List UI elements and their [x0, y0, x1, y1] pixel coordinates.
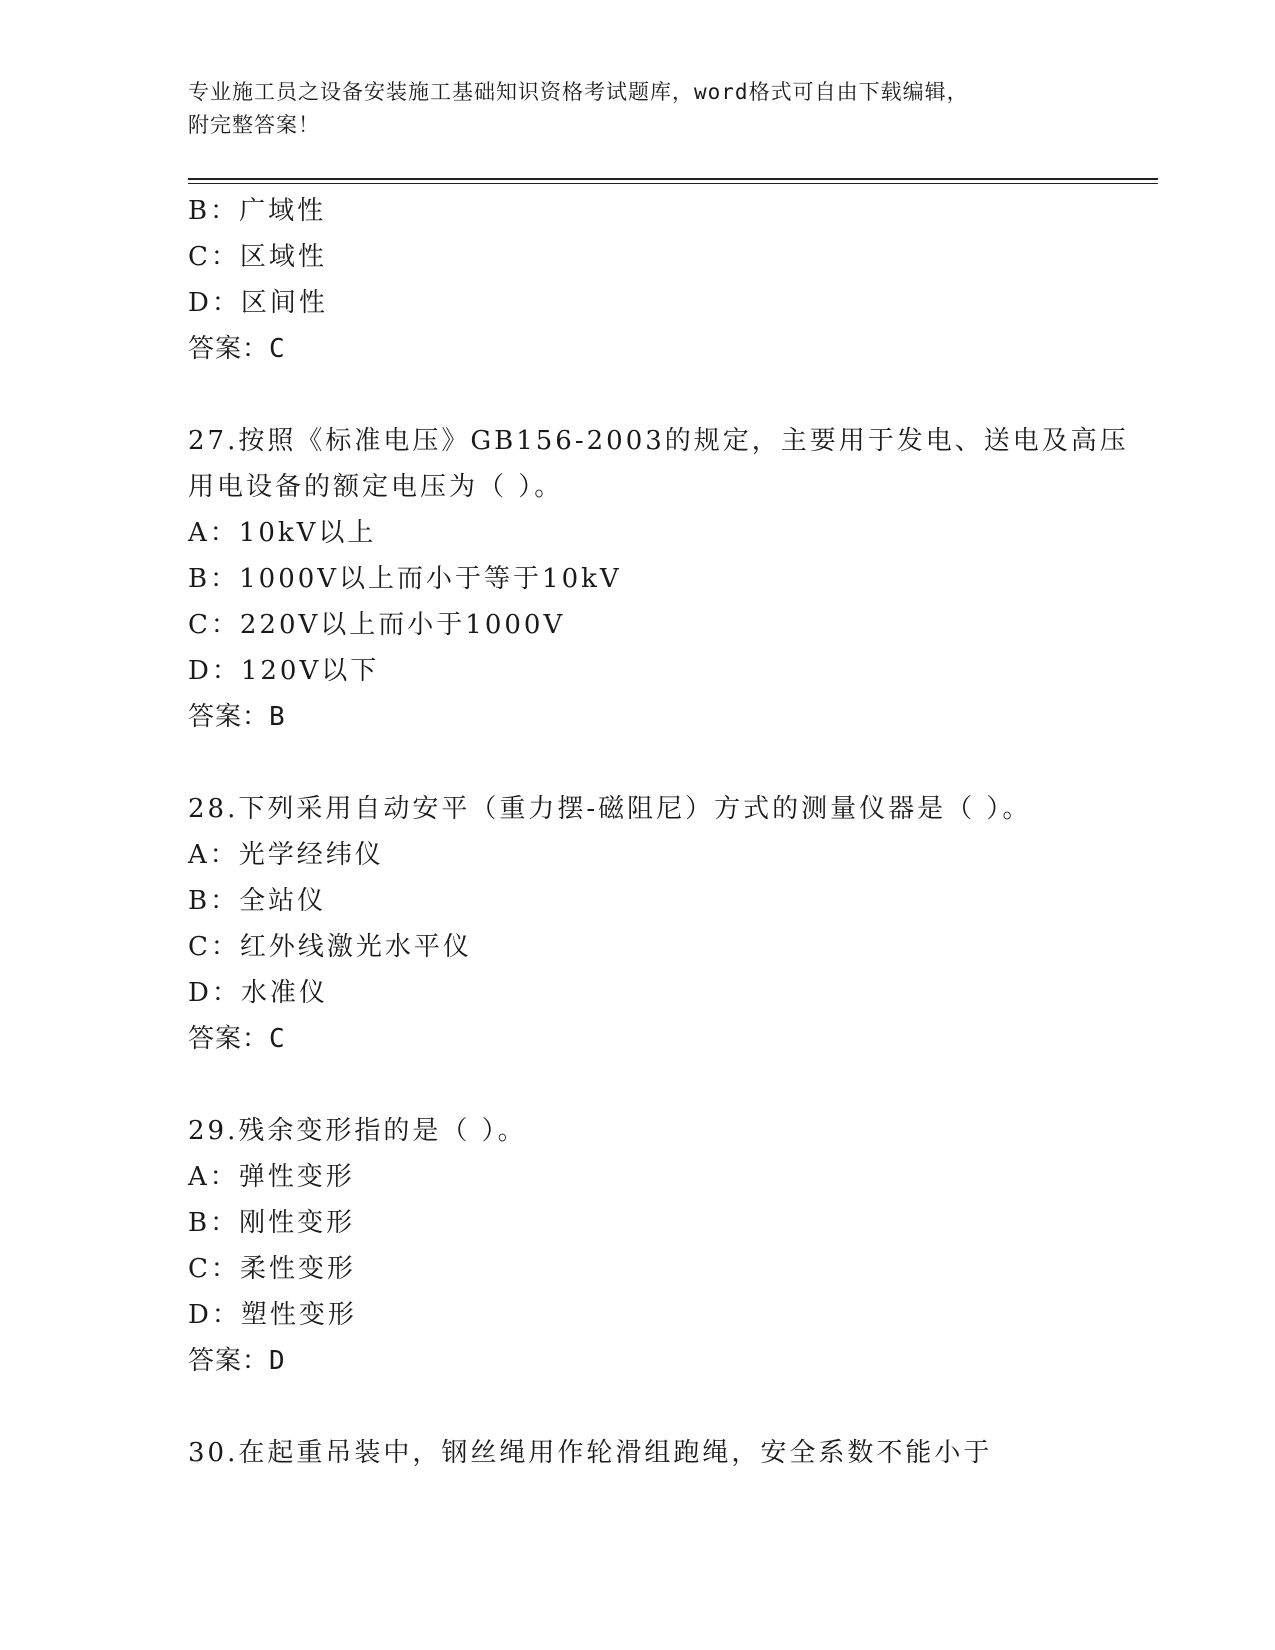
question-26-tail: [188, 188, 1088, 372]
question-text-line: 用电设备的额定电压为（ ）。: [188, 472, 564, 502]
option-a: A：10kV以上: [188, 518, 377, 548]
question-30: [188, 1430, 1088, 1476]
option-a: A：弹性变形: [188, 1162, 355, 1192]
option-b: B：刚性变形: [188, 1208, 356, 1238]
question-text-line: 28.下列采用自动安平（重力摆-磁阻尼）方式的测量仪器是（ ）。: [188, 794, 1032, 824]
answer-line: [188, 326, 1088, 372]
option-b: B：全站仪: [188, 886, 327, 916]
question-27: [188, 418, 1129, 740]
answer-line: [188, 1016, 1088, 1062]
option-c: C：220V以上而小于1000V: [188, 610, 566, 640]
option-d: D：塑性变形: [188, 1300, 357, 1330]
question-text-line: 27.按照《标准电压》GB156-2003的规定，主要用于发电、送电及高压: [188, 426, 1129, 456]
option-d: D：区间性: [188, 288, 328, 318]
header-line-1: 专业施工员之设备安装施工基础知识资格考试题库，word格式可自由下载编辑，: [188, 80, 969, 104]
header-divider-thin: [188, 183, 1158, 184]
question-text-line: 30.在起重吊装中，钢丝绳用作轮滑组跑绳，安全系数不能小于: [188, 1438, 993, 1468]
header-divider-thick: [188, 178, 1158, 180]
option-c: C：红外线激光水平仪: [188, 932, 472, 962]
option-a: A：光学经纬仪: [188, 840, 384, 870]
answer-label: 答案：: [188, 1024, 270, 1054]
answer-line: [188, 1338, 1088, 1384]
answer-value: C: [269, 1024, 286, 1054]
answer-label: 答案：: [188, 1346, 270, 1376]
option-b: B：广域性: [188, 196, 327, 226]
question-29: [188, 1108, 1088, 1384]
question-text-line: 29.残余变形指的是（ ）。: [188, 1116, 527, 1146]
option-d: D：水准仪: [188, 978, 328, 1008]
answer-line: [188, 694, 1088, 740]
option-b: B：1000V以上而小于等于10kV: [188, 564, 622, 594]
answer-value: D: [269, 1346, 286, 1376]
question-28: [188, 786, 1088, 1062]
answer-value: B: [269, 702, 286, 732]
document-header: [188, 76, 1088, 142]
answer-value: C: [269, 334, 286, 364]
answer-label: 答案：: [188, 334, 270, 364]
option-c: C：区域性: [188, 242, 327, 272]
question-list: [188, 188, 1129, 1476]
answer-label: 答案：: [188, 702, 270, 732]
option-c: C：柔性变形: [188, 1254, 356, 1284]
option-d: D：120V以下: [188, 656, 380, 686]
header-line-2: 附完整答案！: [188, 113, 320, 137]
